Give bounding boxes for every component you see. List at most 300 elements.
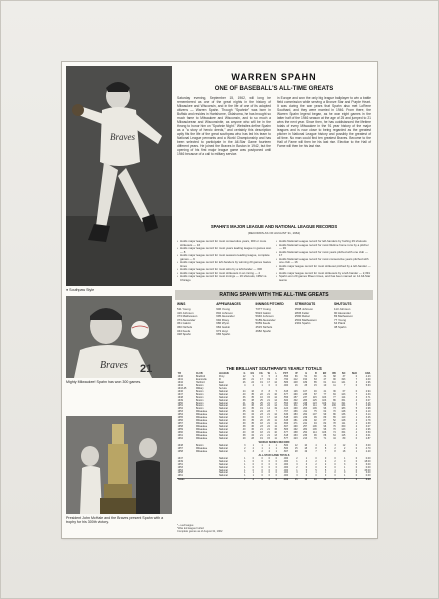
- rating-entry: 906 Young: [216, 307, 230, 311]
- article-column-right: in Europe and won the only big league ballplayer to win a battle field commission while serving a Bronze Star and Purple Heart. It was during the war years that Spahn also met LoRene Southard, and they were married in 1946. From there, the Warren Spahn legend began, as he won eight games in the latter half of the 1946 season at the age of 25 and jumped to 21 wins the next year. Since then, he has outdistanced the lifetime totals of every Milwaukee in the 91 year history of the major leagues and is now close to being regarded as the greatest pitcher in National League history and possibly the greatest of all time. No man could find ten greatest Braves. Become to the Hall of Fame will then be his last rise. Election to the Hall of Fame will then be his last rise.: [277, 96, 371, 148]
- table-cell: [195, 479, 218, 482]
- rating-column: [295, 302, 332, 362]
- table-cell: 32: [251, 416, 254, 420]
- table-cell: 21: [260, 428, 263, 432]
- table-cell: 33: [251, 431, 254, 435]
- table-cell: III: [218, 377, 221, 381]
- table-cell: 241: [303, 422, 308, 426]
- table-cell: 7: [275, 410, 278, 414]
- table-cell: 67: [342, 389, 346, 393]
- table-cell: .556: [283, 395, 289, 399]
- table-cell: National: [218, 383, 228, 387]
- table-cell: 40: [242, 431, 246, 435]
- table-cell: Boston: [195, 407, 204, 411]
- table-cell: 281: [293, 419, 298, 423]
- rating-column: [256, 302, 293, 362]
- table-cell: 268: [293, 431, 298, 435]
- table-cell: Milwaukee: [195, 425, 208, 429]
- table-cell: 245: [303, 392, 308, 396]
- table-cell: 24: [242, 389, 246, 393]
- table-cell: 106: [322, 401, 327, 405]
- table-cell: 5: [315, 468, 317, 472]
- table-cell: 3: [296, 462, 298, 466]
- table-cell: 36: [251, 404, 254, 408]
- records-title: SPAHN'S MAJOR LEAGUE AND NATIONAL LEAGUE RECORDS: [210, 224, 338, 229]
- table-cell: 126: [293, 389, 298, 393]
- table-cell: .000: [283, 462, 289, 466]
- table-cell: 14: [267, 407, 270, 411]
- rating-entry: 4682 Spahn: [255, 328, 272, 333]
- table-cell: 65: [333, 416, 336, 420]
- rating-entry: 3508 Johnson: [294, 307, 313, 311]
- table-cell: 11: [333, 383, 336, 387]
- table-cell: 1: [268, 443, 270, 447]
- table-cell: 45.00: [364, 468, 371, 472]
- table-cell: National: [218, 436, 228, 440]
- table-cell: National: [218, 434, 228, 438]
- table-cell: 2: [315, 462, 317, 466]
- table-cell: National: [218, 401, 228, 405]
- table-cell: 28: [242, 377, 246, 381]
- table-cell: 271: [293, 422, 298, 426]
- table-cell: 7: [239, 479, 246, 482]
- table-cell: .424: [283, 407, 289, 411]
- rating-column: [334, 302, 371, 362]
- table-cell: 249: [303, 416, 308, 420]
- table-cell: 213: [303, 436, 308, 440]
- table-cell: 0: [355, 474, 358, 478]
- table-cell: 24: [260, 410, 263, 414]
- record-item: • Spahn won 20 games fifteen times, and has been named on 14 All-Star teams: [276, 275, 371, 282]
- table-cell: 0: [261, 465, 263, 469]
- table-cell: 0: [261, 471, 263, 475]
- table-cell: 38: [242, 425, 246, 429]
- table-cell: Boston: [195, 389, 204, 393]
- table-cell: 3.50: [365, 431, 371, 435]
- pitcher-photo-image: [66, 66, 172, 286]
- table-cell: 6.00: [358, 479, 371, 482]
- table-cell: 8: [268, 389, 270, 393]
- svg-text:Braves: Braves: [100, 360, 128, 371]
- table-cell: 154: [303, 377, 308, 381]
- table-cell: 249: [303, 419, 308, 423]
- table-cell: 78: [333, 422, 336, 426]
- table-cell: 2: [296, 465, 298, 469]
- table-cell: 3: [334, 443, 336, 447]
- table-cell: 23: [260, 425, 263, 429]
- column-header: SO: [341, 372, 346, 375]
- table-cell: 71: [323, 436, 327, 440]
- table-cell: 136: [341, 413, 346, 417]
- table-cell: 15: [298, 479, 308, 482]
- table-cell: 0: [355, 468, 358, 472]
- table-cell: 10: [304, 443, 308, 447]
- rating-entry: 360 Nichols: [177, 324, 193, 329]
- table-cell: 4: [355, 431, 358, 435]
- table-cell: 19: [260, 436, 263, 440]
- rating-title: RATING SPAHN WITH THE ALL-TIME GREATS: [219, 292, 329, 298]
- table-cell: 63: [314, 377, 317, 381]
- table-cell: 6: [275, 377, 278, 381]
- table-cell: 1: [244, 468, 246, 472]
- photo-portrait: [66, 296, 172, 378]
- table-cell: 1: [244, 462, 246, 466]
- table-cell: Milwaukee: [195, 449, 208, 453]
- section-label: ALL-STAR GAME TOTALS: [258, 453, 290, 457]
- record-item: • Holds National League record for most years pitched with one club — 17: [276, 251, 371, 258]
- table-cell: National: [218, 462, 228, 466]
- record-item: • Holds major league record for most wins by a left-hander — 300: [177, 268, 272, 272]
- table-cell: 0: [252, 462, 254, 466]
- table-cell: 24: [251, 380, 254, 384]
- table-cell: 2: [343, 446, 346, 450]
- rating-entry: 38 Spahn: [334, 324, 347, 329]
- table-cell: 0: [252, 459, 254, 463]
- rating-column-header: INNINGS PITCHED: [255, 302, 284, 306]
- table-cell: 1958: [177, 471, 183, 475]
- rating-column: [216, 302, 253, 362]
- table-cell: 36: [314, 374, 317, 378]
- table-cell: 77: [323, 392, 327, 396]
- table-cell: 35: [251, 392, 254, 396]
- table-cell: 35: [251, 395, 254, 399]
- table-cell: 1949: [177, 398, 183, 402]
- photo-caption: ● Southpaw Style: [66, 288, 95, 292]
- table-cell: 21: [251, 377, 254, 381]
- table-cell: 293: [293, 401, 298, 405]
- table-cell: 96: [323, 428, 327, 432]
- rating-entry: 416 Johnson: [177, 310, 194, 315]
- table-cell: 1958: [177, 425, 183, 429]
- table-cell: 88: [323, 434, 327, 438]
- table-cell: 1: [268, 446, 270, 450]
- rating-entry: 5924 Galvin: [255, 310, 271, 315]
- table-cell: 1953: [177, 465, 183, 469]
- table-cell: 248: [303, 401, 308, 405]
- section-label: WORLD SERIES RECORD: [258, 440, 290, 444]
- table-cell: 1947: [177, 456, 183, 460]
- table-cell: 4: [355, 398, 358, 402]
- table-cell: Milwaukee: [195, 410, 208, 414]
- table-cell: 19: [274, 407, 278, 411]
- table-cell: 109: [331, 404, 336, 408]
- table-cell: 0.00: [365, 465, 371, 469]
- table-cell: 12: [274, 380, 278, 384]
- table-cell: 111: [332, 380, 336, 384]
- table-cell: 8: [324, 446, 327, 450]
- table-cell: 254: [303, 431, 308, 435]
- column-header: R: [314, 372, 317, 375]
- table-cell: .656: [283, 422, 289, 426]
- table-cell: .000: [283, 383, 289, 387]
- table-cell: 6.00: [365, 462, 371, 466]
- rating-entry: 83 Mathewson: [334, 314, 353, 319]
- table-cell: 23: [260, 413, 263, 417]
- table-cell: 96: [323, 425, 327, 429]
- table-cell: National: [218, 428, 228, 432]
- table-cell: 1: [343, 474, 346, 478]
- column-header: PCT: [283, 372, 289, 375]
- records-subtitle: (RECORDS AS OF AUGUST 31, 1962): [247, 231, 301, 235]
- record-item: • Holds major league record for most innings — 16 shutouts, 1952 vs. Chicago: [177, 275, 272, 282]
- table-cell: 68: [333, 374, 336, 378]
- table-cell: 266: [293, 410, 298, 414]
- record-item: • Holds major league record for most strikeouts in an inning — 4: [177, 272, 272, 276]
- table-cell: 0: [252, 465, 254, 469]
- table-cell: 0: [355, 471, 358, 475]
- table-cell: 73: [333, 407, 336, 411]
- table-cell: 2.69: [365, 422, 371, 426]
- table-cell: 0: [334, 456, 336, 460]
- table-cell: 18.00: [364, 459, 371, 463]
- table-cell: 21: [267, 413, 270, 417]
- table-cell: 36: [251, 428, 254, 432]
- table-cell: .600: [283, 398, 289, 402]
- table-cell: 21: [267, 401, 270, 405]
- table-cell: 3.07: [365, 425, 371, 429]
- rating-entry: 4515 Nichols: [255, 324, 273, 329]
- table-cell: .000: [283, 456, 289, 460]
- table-cell: 114: [312, 431, 317, 435]
- table-cell: 3: [355, 380, 358, 384]
- table-cell: 0: [324, 474, 327, 478]
- table-cell: 70: [333, 410, 336, 414]
- table-cell: 10: [274, 431, 278, 435]
- rating-table: [177, 302, 371, 362]
- table-cell: 257: [293, 395, 298, 399]
- table-cell: 125: [312, 398, 317, 402]
- rating-entry: 328 Spahn: [177, 332, 191, 337]
- table-cell: 0: [305, 465, 308, 469]
- table-cell: 111: [332, 401, 336, 405]
- table-cell: 283: [293, 413, 298, 417]
- table-cell: 1947: [177, 392, 183, 396]
- rating-entry: 5946 Johnson: [255, 314, 274, 319]
- table-cell: 9: [252, 374, 254, 378]
- table-cell: 14: [274, 416, 278, 420]
- table-cell: 26: [260, 404, 263, 408]
- table-cell: 0: [355, 443, 358, 447]
- table-cell: 2: [334, 446, 336, 450]
- rating-entry: 686 Wynn: [216, 321, 230, 326]
- table-cell: .586: [283, 380, 289, 384]
- table-cell: 39: [242, 416, 246, 420]
- table-cell: 15: [294, 446, 298, 450]
- table-cell: Milwaukee: [195, 419, 208, 423]
- table-cell: 0: [268, 459, 270, 463]
- column-header: YR: [177, 372, 181, 375]
- table-cell: 19: [304, 449, 308, 453]
- table-cell: 1: [252, 474, 254, 478]
- table-cell: 0: [268, 383, 270, 387]
- table-cell: 1: [334, 468, 336, 472]
- table-cell: 0: [355, 389, 358, 393]
- table-cell: 3: [296, 474, 298, 478]
- table-cell: 106: [322, 431, 327, 435]
- table-cell: 16: [260, 416, 263, 420]
- table-cell: 29: [242, 436, 246, 440]
- table-cell: 1940: [177, 374, 183, 378]
- yearly-table: [177, 373, 371, 482]
- rating-entry: 7377 Young: [255, 307, 271, 311]
- table-cell: 0: [334, 471, 336, 475]
- table-cell: 111: [341, 422, 346, 426]
- column-header: CG: [259, 372, 263, 375]
- table-cell: 3.14: [365, 413, 371, 417]
- table-cell: Milwaukee: [195, 436, 208, 440]
- table-cell: 183: [341, 407, 346, 411]
- rating-entry: 361 Galvin: [177, 321, 191, 326]
- table-cell: 16: [294, 383, 298, 387]
- table-cell: 0: [355, 446, 358, 450]
- table-cell: 1: [343, 465, 346, 469]
- table-cell: 0: [355, 456, 358, 460]
- table-cell: 0: [261, 459, 263, 463]
- table-cell: 0: [343, 459, 346, 463]
- table-cell: 17: [267, 380, 270, 384]
- footnote-line: *—Led league: [177, 524, 194, 527]
- table-cell: 46: [314, 389, 317, 393]
- table-cell: 2: [252, 383, 254, 387]
- table-cell: 14: [274, 398, 278, 402]
- table-cell: 1941: [177, 377, 183, 381]
- table-cell: 20: [267, 419, 270, 423]
- record-item: • Holds major league record for most seasons leading league, complete games — 9: [177, 254, 272, 261]
- rating-entry: 695 Alexander: [216, 314, 235, 319]
- table-cell: 34: [251, 434, 254, 438]
- table-cell: 5: [355, 410, 358, 414]
- table-cell: 2.20: [365, 449, 371, 453]
- table-cell: National: [218, 404, 228, 408]
- table-cell: 0.00: [365, 456, 371, 460]
- table-cell: 107: [303, 389, 308, 393]
- table-cell: 311: [293, 404, 298, 408]
- table-cell: 1942: [177, 383, 183, 387]
- table-cell: 11: [274, 436, 278, 440]
- footnote-line: *Was led league hurled: [177, 527, 204, 531]
- table-cell: 0: [275, 471, 278, 475]
- table-cell: Milwaukee: [195, 422, 208, 426]
- table-cell: 6: [261, 374, 263, 378]
- table-cell: 2: [252, 446, 254, 450]
- table-cell: 2: [315, 459, 317, 463]
- table-cell: 154: [341, 431, 346, 435]
- table-cell: Milwaukee: [195, 431, 208, 435]
- table-cell: 21: [267, 392, 270, 396]
- table-cell: 4: [324, 443, 327, 447]
- table-cell: 107: [312, 413, 317, 417]
- rating-entry: 2391 Spahn: [294, 321, 311, 326]
- table-cell: 66: [294, 374, 298, 378]
- table-cell: 12: [242, 374, 246, 378]
- table-cell: 3.26: [365, 416, 371, 420]
- table-cell: National: [218, 425, 228, 429]
- table-cell: Totals: [177, 479, 195, 482]
- table-cell: 2.33: [365, 392, 371, 396]
- table-cell: 12: [274, 395, 278, 399]
- table-cell: 1: [296, 459, 298, 463]
- table-cell: 0: [324, 465, 327, 469]
- table-cell: National: [218, 392, 228, 396]
- table-cell: National: [218, 398, 228, 402]
- svg-text:Braves: Braves: [110, 132, 135, 142]
- table-cell: 23: [267, 410, 270, 414]
- table-cell: 10: [308, 479, 318, 482]
- table-cell: 39: [251, 401, 254, 405]
- table-cell: 1961: [177, 434, 183, 438]
- rating-entry: 673 Hoyt: [216, 328, 228, 333]
- table-cell: 292: [293, 428, 298, 432]
- table-cell: Service: [218, 386, 227, 390]
- table-cell: 278: [303, 404, 308, 408]
- table-cell: 0: [268, 456, 270, 460]
- table-cell: 211: [303, 410, 308, 414]
- table-cell: National: [218, 459, 228, 463]
- table-cell: .760: [283, 377, 289, 381]
- table-cell: 1961: [177, 474, 183, 478]
- table-cell: Evansville: [195, 377, 207, 381]
- table-cell: 35: [242, 410, 246, 414]
- table-cell: 115: [312, 395, 317, 399]
- table-cell: 7: [355, 377, 358, 381]
- table-cell: 76: [314, 436, 317, 440]
- table-cell: 0: [355, 462, 358, 466]
- table-cell: 0: [355, 436, 358, 440]
- table-cell: 41: [242, 401, 246, 405]
- table-cell: .556: [283, 374, 289, 378]
- table-cell: 1: [296, 468, 298, 472]
- table-cell: 1958: [177, 449, 183, 453]
- table-cell: 128: [341, 419, 346, 423]
- table-cell: 35: [251, 407, 254, 411]
- column-header: SHO: [351, 372, 358, 375]
- table-cell: 87: [323, 419, 327, 423]
- table-cell: 10: [274, 392, 278, 396]
- rating-entry: 373 Alexander: [177, 317, 196, 322]
- table-cell: 25: [260, 398, 263, 402]
- table-cell: .000: [278, 479, 289, 482]
- record-item: • Holds National League record for most lifetime home runs by a pitcher — 33: [276, 244, 371, 251]
- table-cell: Bradford: [195, 374, 206, 378]
- table-cell: 151: [341, 398, 346, 402]
- table-cell: 0: [343, 471, 346, 475]
- table-cell: 143: [341, 428, 346, 432]
- table-cell: 18: [260, 431, 263, 435]
- table-cell: 0: [275, 465, 278, 469]
- column-header: ERA: [365, 372, 371, 375]
- table-cell: National: [218, 419, 228, 423]
- records-column-right: [276, 240, 371, 286]
- table-cell: 1: [252, 471, 254, 475]
- table-cell: 193: [341, 377, 346, 381]
- table-cell: 92: [314, 419, 317, 423]
- table-cell: 1: [261, 446, 263, 450]
- table-cell: National: [218, 474, 228, 478]
- table-cell: 0: [252, 468, 254, 472]
- table-cell: 34: [251, 413, 254, 417]
- table-cell: 12: [294, 443, 298, 447]
- table-cell: 282: [303, 428, 308, 432]
- table-cell: .500: [283, 443, 289, 447]
- table-cell: 0: [261, 474, 263, 478]
- table-cell: 0: [275, 474, 278, 478]
- table-cell: 103: [322, 395, 327, 399]
- table-cell: National: [218, 449, 228, 453]
- table-cell: 1: [244, 459, 246, 463]
- table-cell: 141: [341, 380, 346, 384]
- table-cell: 1: [244, 465, 246, 469]
- rating-entry: 665 Spahn: [216, 332, 231, 337]
